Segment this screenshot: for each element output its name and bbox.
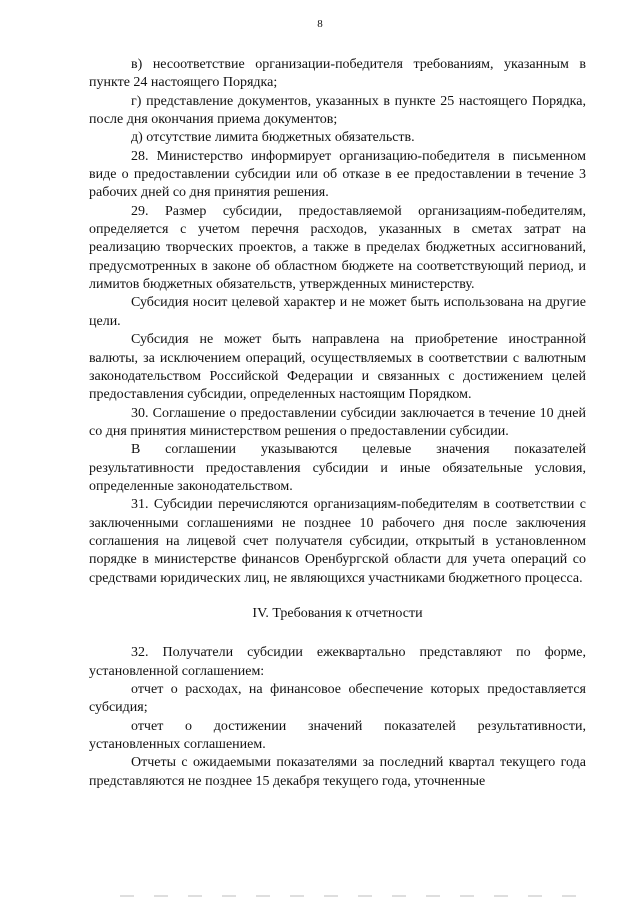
page-number: 8 bbox=[317, 18, 323, 30]
paragraph-31: 31. Субсидии перечисляются организациям-победителям в соответствии с заключенными соглашениями не позднее 10 рабочего дня после заключения соглашения на лицевой счет получателя субсидии, открытый в установленном порядке в министерстве финансов Оренбургской области для учета операций со средствами юридических лиц, не являющихся участниками бюджетного процесса. bbox=[89, 497, 586, 586]
section-heading: IV. Требования к отчетности bbox=[252, 605, 423, 621]
paragraph-subsidy-purpose: Субсидия носит целевой характер и не может быть использована на другие цели. bbox=[89, 295, 586, 329]
paragraph-29: 29. Размер субсидии, предоставляемой организациям-победителям, определяется с учетом перечня расходов, указанных в сметах затрат на реализацию творческих проектов, а также в пределах бюджетных ассигнований, предусмотренных в законе об областном бюджете на соответствующий период, и лимитов бюджетных обязательств, утвержденных министерству. bbox=[89, 203, 586, 293]
paragraph-expense-report: отчет о расходах, на финансовое обеспечение которых предоставляется субсидия; bbox=[89, 682, 586, 716]
paragraph-28: 28. Министерство информирует организацию-победителя в письменном виде о предоставлении субсидии или об отказе в ее предоставлении в течение 3 рабочих дней со дня принятия решения. bbox=[89, 148, 586, 201]
paragraph-performance-report: отчет о достижении значений показателей результативности, установленных соглашением. bbox=[89, 718, 586, 753]
document-body bbox=[89, 56, 586, 791]
paragraph-subsidy-currency: Субсидия не может быть направлена на приобретение иностранной валюты, за исключением операций, осуществляемых в соответствии с валютным законодательством Российской Федерации и связанных с достижением целей предоставления субсидии, определенных настоящим Порядком. bbox=[89, 332, 586, 403]
paragraph-item-d: д) отсутствие лимита бюджетных обязательств. bbox=[131, 130, 415, 146]
paragraph-item-v: в) несоответствие организации-победителя требованиям, указанным в пункте 24 настоящего Порядка; bbox=[89, 57, 586, 91]
paragraph-reports-deadline: Отчеты с ожидаемыми показателями за последний квартал текущего года представляются не позднее 15 декабря текущего года, уточненные bbox=[89, 755, 586, 789]
scan-edge-artifact bbox=[120, 895, 590, 897]
paragraph-32: 32. Получатели субсидии ежеквартально представляют по форме, установленной соглашением: bbox=[89, 645, 586, 679]
paragraph-agreement-terms: В соглашении указываются целевые значения показателей результативности предоставления субсидии и иные обязательные условия, определенные законодательством. bbox=[89, 442, 586, 494]
paragraph-30: 30. Соглашение о предоставлении субсидии заключается в течение 10 дней со дня принятия министерством решения о предоставлении субсидии. bbox=[89, 405, 586, 439]
paragraph-item-g: г) представление документов, указанных в пункте 25 настоящего Порядка, после дня окончания приема документов; bbox=[89, 93, 586, 128]
